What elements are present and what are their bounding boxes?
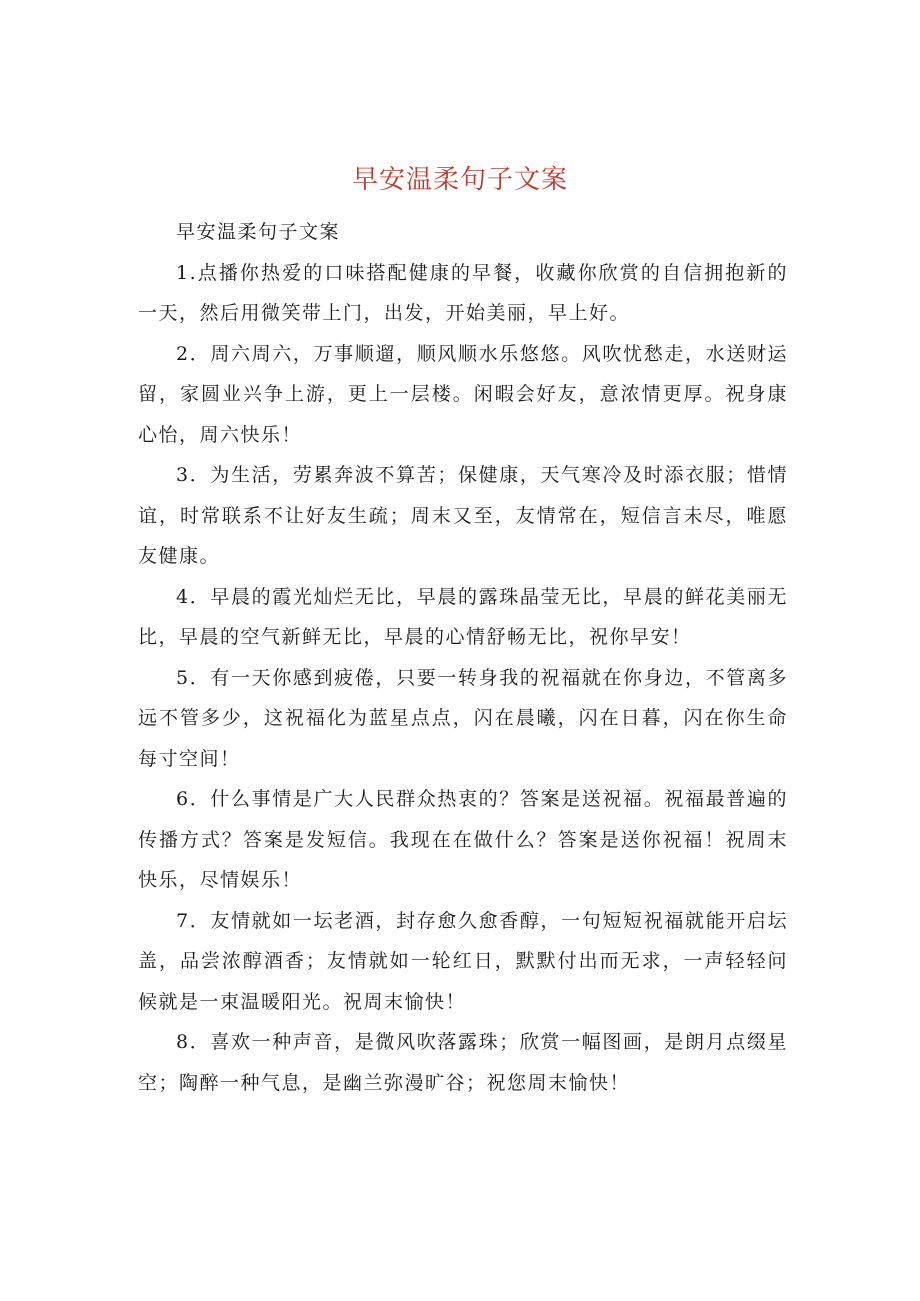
paragraph-7: 7．友情就如一坛老酒，封存愈久愈香醇，一句短短祝福就能开启坛盖，品尝浓醇酒香；友情就如一轮红日，默默付出而无求，一声轻轻问候就是一束温暖阳光。祝周末愉快！ bbox=[138, 909, 788, 1013]
paragraph-4: 4．早晨的霞光灿烂无比，早晨的露珠晶莹无比，早晨的鲜花美丽无比，早晨的空气新鲜无比，早晨的心情舒畅无比，祝你早安！ bbox=[138, 585, 788, 648]
paragraph-6: 6．什么事情是广大人民群众热衷的？答案是送祝福。祝福最普遍的传播方式？答案是发短信。我现在在做什么？答案是送你祝福！祝周末快乐，尽情娱乐！ bbox=[138, 788, 788, 891]
paragraph-8: 8．喜欢一种声音，是微风吹落露珠；欣赏一幅图画，是朗月点缀星空；陶醉一种气息，是幽兰弥漫旷谷；祝您周末愉快！ bbox=[138, 1031, 788, 1094]
document-body bbox=[138, 212, 788, 1103]
paragraph-3: 3．为生活，劳累奔波不算苦；保健康，天气寒冷及时添衣服；惜情谊，时常联系不让好友生疏；周末又至，友情常在，短信言未尽，唯愿友健康。 bbox=[138, 464, 788, 567]
document-title: 早安温柔句子文案 bbox=[351, 165, 568, 195]
body-heading: 早安温柔句子文案 bbox=[176, 221, 341, 243]
paragraph-5: 5．有一天你感到疲倦，只要一转身我的祝福就在你身边，不管离多远不管多少，这祝福化为蓝星点点，闪在晨曦，闪在日暮，闪在你生命每寸空间！ bbox=[138, 666, 788, 770]
paragraph-2: 2．周六周六，万事顺遛，顺风顺水乐悠悠。风吹忧愁走，水送财运留，家圆业兴争上游，更上一层楼。闲暇会好友，意浓情更厚。祝身康心怡，周六快乐！ bbox=[138, 342, 788, 446]
paragraph-1: 1.点播你热爱的口味搭配健康的早餐，收藏你欣赏的自信拥抱新的一天，然后用微笑带上门，出发，开始美丽，早上好。 bbox=[138, 261, 788, 324]
